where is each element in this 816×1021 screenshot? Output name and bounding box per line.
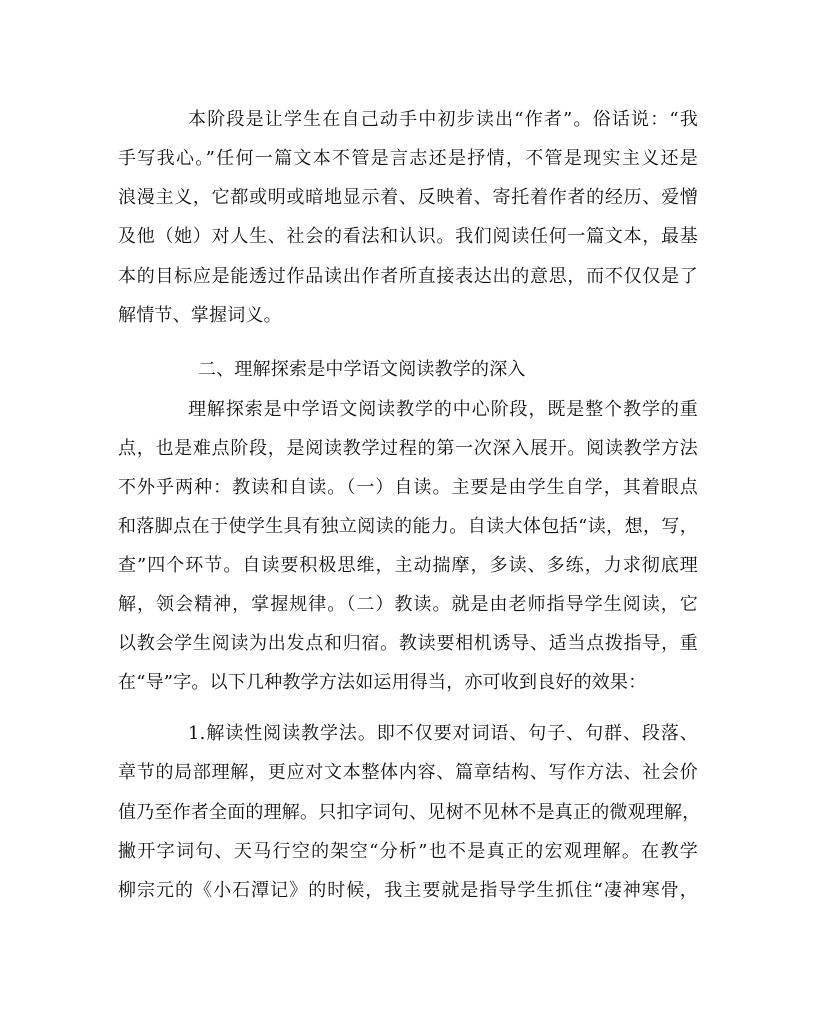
paragraph-line: 及他（她）对人生、社会的看法和认识。我们阅读任何一篇文本，最基 — [118, 226, 698, 247]
paragraph-line: 查”四个环节。自读要积极思维，主动揣摩，多读、多练，力求彻底理 — [118, 555, 698, 576]
paragraph-line: 章节的局部理解，更应对文本整体内容、篇章结构、写作方法、社会价 — [118, 762, 698, 783]
paragraph-line: 点，也是难点阶段，是阅读教学过程的第一次深入展开。阅读教学方法 — [118, 438, 698, 459]
paragraph-line: 在“导”字。以下几种教学方法如运用得当，亦可收到良好的效果： — [118, 672, 647, 693]
paragraph-line: 值乃至作者全面的理解。只扣字词句、见树不见林不是真正的微观理解， — [118, 802, 701, 823]
section-heading: 二、理解探索是中学语文阅读教学的深入 — [198, 359, 526, 380]
paragraph-line: 解情节、掌握词义。 — [118, 305, 282, 326]
paragraph-line: 不外乎两种：教读和自读。（一）自读。主要是由学生自学，其着眼点 — [118, 477, 698, 498]
paragraph-line: 1.解读性阅读教学法。即不仅要对词语、句子、句群、段落、 — [188, 723, 698, 744]
paragraph-line: 以教会学生阅读为出发点和归宿。教读要相机诱导、适当点拨指导，重 — [118, 633, 698, 654]
paragraph-line: 解，领会精神，掌握规律。（二）教读。就是由老师指导学生阅读，它 — [118, 594, 698, 615]
paragraph-line: 本的目标应是能透过作品读出作者所直接表达出的意思，而不仅仅是了 — [118, 266, 698, 287]
paragraph-line: 理解探索是中学语文阅读教学的中心阶段，既是整个教学的重 — [188, 399, 698, 420]
paragraph-line: 柳宗元的《小石潭记》的时候，我主要就是指导学生抓住“凄神寒骨， — [118, 880, 698, 901]
paragraph-line: 浪漫主义，它都或明或暗地显示着、反映着、寄托着作者的经历、爱憎 — [118, 187, 698, 208]
paragraph-line: 本阶段是让学生在自己动手中初步读出“作者”。俗话说：“我 — [188, 109, 698, 130]
paragraph-line: 手写我心。”任何一篇文本不管是言志还是抒情，不管是现实主义还是 — [118, 148, 698, 169]
paragraph-line: 和落脚点在于使学生具有独立阅读的能力。自读大体包括“读，想，写， — [118, 516, 698, 537]
paragraph-line: 撇开字词句、天马行空的架空“分析”也不是真正的宏观理解。在教学 — [118, 841, 698, 862]
